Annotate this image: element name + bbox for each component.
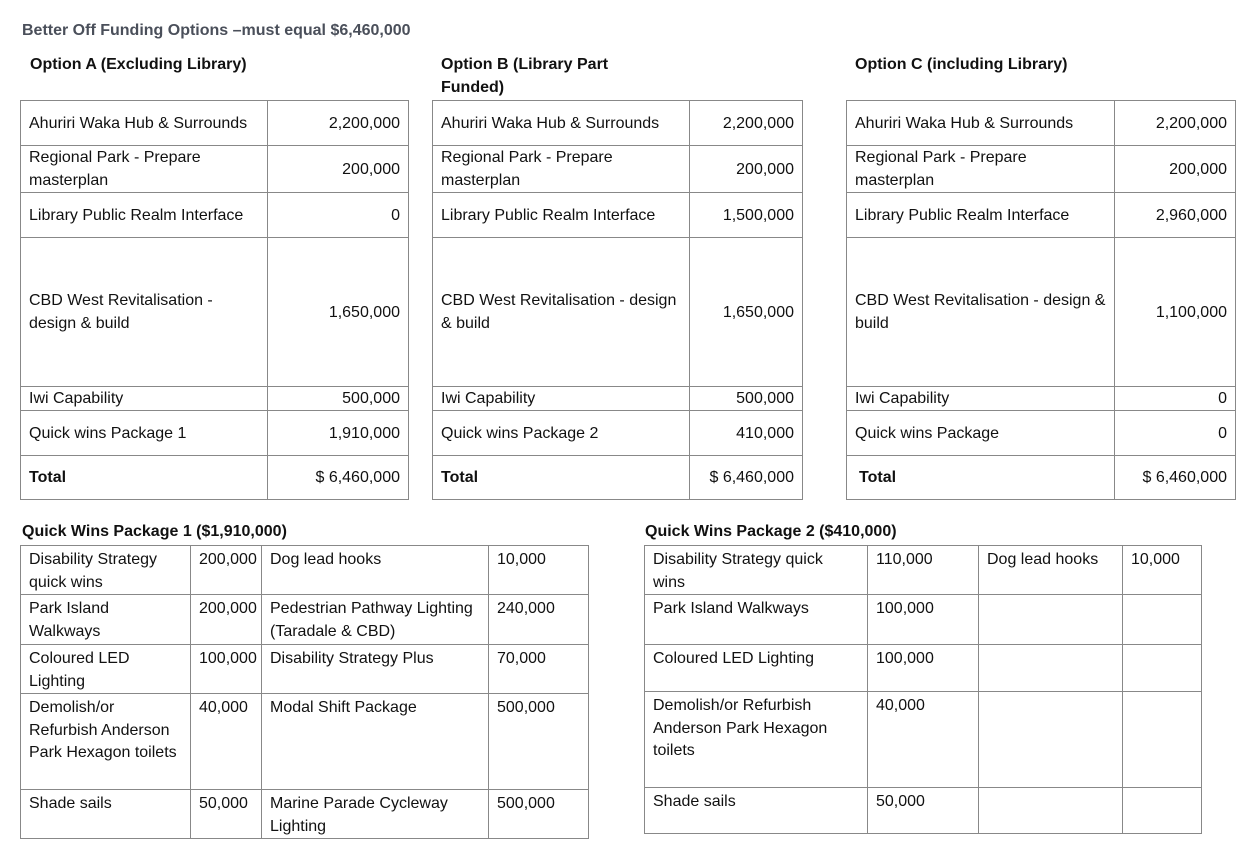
item-name: [979, 645, 1123, 692]
item-amount: 100,000: [868, 595, 979, 645]
item-amount: 200,000: [191, 595, 262, 645]
total-row: [433, 456, 803, 500]
item-amount: 10,000: [489, 546, 589, 595]
row-label: Ahuriri Waka Hub & Surrounds: [847, 101, 1115, 146]
table-row: [645, 788, 1202, 834]
table-row: [847, 411, 1236, 456]
item-amount: 110,000: [868, 546, 979, 595]
table-row: [21, 595, 589, 645]
table-row: [645, 645, 1202, 692]
table-row: [21, 193, 409, 238]
item-name: Disability Strategy quick wins: [21, 546, 191, 595]
item-amount: [1123, 788, 1202, 834]
item-amount: 500,000: [489, 790, 589, 839]
table-row: [21, 546, 589, 595]
item-amount: 70,000: [489, 645, 589, 694]
row-label: Library Public Realm Interface: [847, 193, 1115, 238]
item-amount: 100,000: [191, 645, 262, 694]
table-row: [21, 790, 589, 839]
table-row: [433, 411, 803, 456]
row-label: Ahuriri Waka Hub & Surrounds: [21, 101, 268, 146]
item-amount: [1123, 645, 1202, 692]
item-amount: 100,000: [868, 645, 979, 692]
row-label: Quick wins Package 2: [433, 411, 690, 456]
package-1-heading: Quick Wins Package 1 ($1,910,000): [22, 523, 287, 540]
total-value: $ 6,460,000: [1115, 456, 1236, 500]
item-name: Disability Strategy quick wins: [645, 546, 868, 595]
option-a-table: [20, 100, 409, 500]
row-label: Iwi Capability: [847, 387, 1115, 411]
item-name: Coloured LED Lighting: [21, 645, 191, 694]
item-name: Shade sails: [21, 790, 191, 839]
table-row: [645, 595, 1202, 645]
row-value: 2,200,000: [1115, 101, 1236, 146]
row-label: CBD West Revitalisation - design & build: [433, 238, 690, 387]
total-value: $ 6,460,000: [268, 456, 409, 500]
row-label: Regional Park - Prepare masterplan: [21, 146, 268, 193]
row-label: Ahuriri Waka Hub & Surrounds: [433, 101, 690, 146]
table-row: [21, 411, 409, 456]
package-2-table: [644, 545, 1202, 834]
option-b-table: [432, 100, 803, 500]
row-value: 1,910,000: [268, 411, 409, 456]
item-name: Park Island Walkways: [645, 595, 868, 645]
row-value: 0: [268, 193, 409, 238]
table-row: [433, 193, 803, 238]
row-value: 1,100,000: [1115, 238, 1236, 387]
row-label: Quick wins Package: [847, 411, 1115, 456]
item-name: [979, 692, 1123, 788]
item-name: Shade sails: [645, 788, 868, 834]
package-1-table: [20, 545, 589, 839]
item-amount: 50,000: [191, 790, 262, 839]
total-row: [847, 456, 1236, 500]
row-label: Iwi Capability: [433, 387, 690, 411]
row-value: 500,000: [268, 387, 409, 411]
item-amount: [1123, 595, 1202, 645]
table-row: [433, 101, 803, 146]
table-row: [847, 238, 1236, 387]
table-row: [21, 645, 589, 694]
row-label: Regional Park - Prepare masterplan: [847, 146, 1115, 193]
row-label: Library Public Realm Interface: [433, 193, 690, 238]
item-name: Dog lead hooks: [979, 546, 1123, 595]
table-row: [847, 146, 1236, 193]
row-value: 200,000: [690, 146, 803, 193]
item-amount: 40,000: [191, 694, 262, 790]
item-name: Demolish/or Refurbish Anderson Park Hexagon toilets: [645, 692, 868, 788]
item-name: Marine Parade Cycleway Lighting: [262, 790, 489, 839]
table-row: [847, 101, 1236, 146]
package-2-heading: Quick Wins Package 2 ($410,000): [645, 523, 897, 540]
table-row: [21, 387, 409, 411]
item-name: [979, 788, 1123, 834]
item-amount: 200,000: [191, 546, 262, 595]
option-a-heading: Option A (Excluding Library): [30, 56, 247, 73]
row-value: 1,650,000: [690, 238, 803, 387]
item-name: Dog lead hooks: [262, 546, 489, 595]
item-name: Coloured LED Lighting: [645, 645, 868, 692]
row-label: CBD West Revitalisation - design & build: [21, 238, 268, 387]
table-row: [645, 692, 1202, 788]
row-value: 2,200,000: [690, 101, 803, 146]
table-row: [21, 694, 589, 790]
total-value: $ 6,460,000: [690, 456, 803, 500]
item-amount: 10,000: [1123, 546, 1202, 595]
row-value: 2,960,000: [1115, 193, 1236, 238]
row-label: Library Public Realm Interface: [21, 193, 268, 238]
item-name: Disability Strategy Plus: [262, 645, 489, 694]
item-name: Demolish/or Refurbish Anderson Park Hexagon toilets: [21, 694, 191, 790]
row-label: CBD West Revitalisation - design & build: [847, 238, 1115, 387]
option-b-heading: Option B (Library Part Funded): [441, 56, 609, 96]
row-label: Iwi Capability: [21, 387, 268, 411]
total-label: Total: [433, 456, 690, 500]
row-value: 410,000: [690, 411, 803, 456]
item-name: Pedestrian Pathway Lighting (Taradale & CBD): [262, 595, 489, 645]
item-amount: 240,000: [489, 595, 589, 645]
table-row: [847, 387, 1236, 411]
row-value: 0: [1115, 411, 1236, 456]
item-amount: [1123, 692, 1202, 788]
row-value: 0: [1115, 387, 1236, 411]
total-label: Total: [847, 456, 1115, 500]
total-row: [21, 456, 409, 500]
row-label: Regional Park - Prepare masterplan: [433, 146, 690, 193]
total-label: Total: [21, 456, 268, 500]
row-value: 200,000: [1115, 146, 1236, 193]
option-c-heading: Option C (including Library): [855, 56, 1068, 73]
row-value: 2,200,000: [268, 101, 409, 146]
item-amount: 500,000: [489, 694, 589, 790]
row-value: 1,650,000: [268, 238, 409, 387]
table-row: [21, 238, 409, 387]
item-amount: 40,000: [868, 692, 979, 788]
row-value: 200,000: [268, 146, 409, 193]
item-amount: 50,000: [868, 788, 979, 834]
table-row: [433, 238, 803, 387]
table-row: [433, 146, 803, 193]
item-name: Modal Shift Package: [262, 694, 489, 790]
table-row: [847, 193, 1236, 238]
table-row: [645, 546, 1202, 595]
row-label: Quick wins Package 1: [21, 411, 268, 456]
item-name: [979, 595, 1123, 645]
document-title: Better Off Funding Options –must equal $6,460,000: [22, 22, 411, 39]
option-c-table: [846, 100, 1236, 500]
item-name: Park Island Walkways: [21, 595, 191, 645]
row-value: 500,000: [690, 387, 803, 411]
table-row: [433, 387, 803, 411]
table-row: [21, 101, 409, 146]
row-value: 1,500,000: [690, 193, 803, 238]
table-row: [21, 146, 409, 193]
